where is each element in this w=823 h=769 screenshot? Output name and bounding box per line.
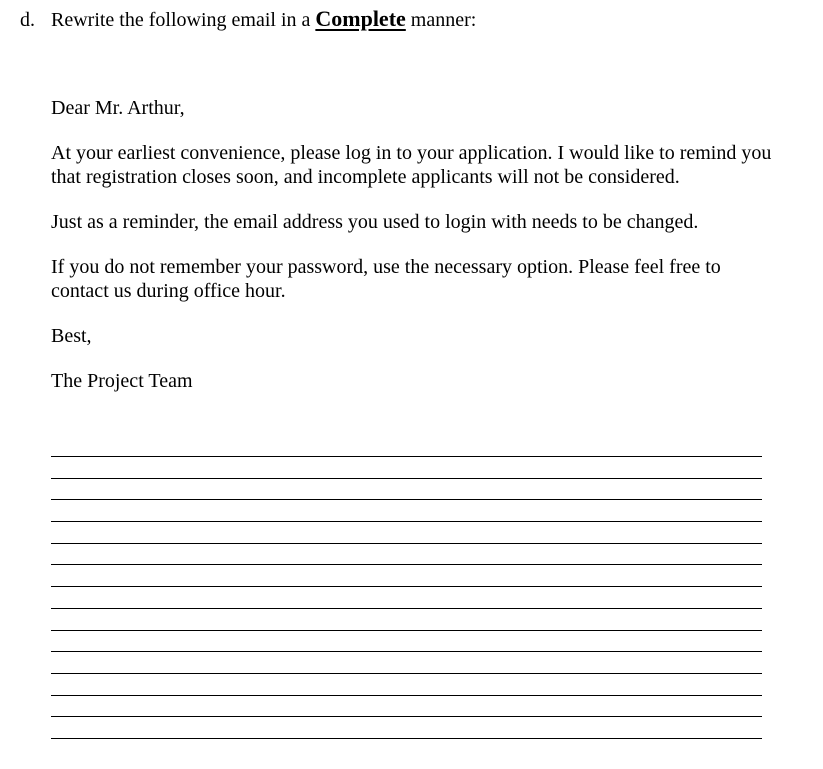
question-keyword: Complete bbox=[315, 6, 406, 31]
email-paragraph-2: Just as a reminder, the email address you used to login with needs to be changed. bbox=[51, 211, 699, 233]
question-text-before: Rewrite the following email in a bbox=[51, 9, 311, 31]
answer-line[interactable] bbox=[51, 695, 762, 717]
question-text-after: manner: bbox=[410, 9, 477, 31]
answer-line[interactable] bbox=[51, 564, 762, 586]
answer-line[interactable] bbox=[51, 499, 762, 521]
email-closing: Best, bbox=[51, 325, 92, 347]
answer-line[interactable] bbox=[51, 586, 762, 608]
answer-line[interactable] bbox=[51, 673, 762, 695]
answer-line[interactable] bbox=[51, 456, 762, 478]
answer-line[interactable] bbox=[51, 738, 762, 760]
answer-lines[interactable] bbox=[51, 456, 762, 760]
email-paragraph-3: If you do not remember your password, use the necessary option. Please feel free to contact us during office hour. bbox=[51, 256, 721, 302]
answer-line[interactable] bbox=[51, 521, 762, 543]
answer-line[interactable] bbox=[51, 543, 762, 565]
answer-line[interactable] bbox=[51, 478, 762, 500]
email-body bbox=[51, 96, 781, 414]
question-number: d. bbox=[20, 9, 35, 31]
answer-line[interactable] bbox=[51, 651, 762, 673]
email-signature: The Project Team bbox=[51, 370, 193, 392]
answer-line[interactable] bbox=[51, 716, 762, 738]
question-prompt bbox=[20, 5, 476, 34]
email-paragraph-1: At your earliest convenience, please log in to your application. I would like to remind you that registration closes soon, and incomplete applicants will not be considered. bbox=[51, 142, 772, 188]
email-greeting: Dear Mr. Arthur, bbox=[51, 97, 185, 119]
answer-line[interactable] bbox=[51, 630, 762, 652]
answer-line[interactable] bbox=[51, 608, 762, 630]
